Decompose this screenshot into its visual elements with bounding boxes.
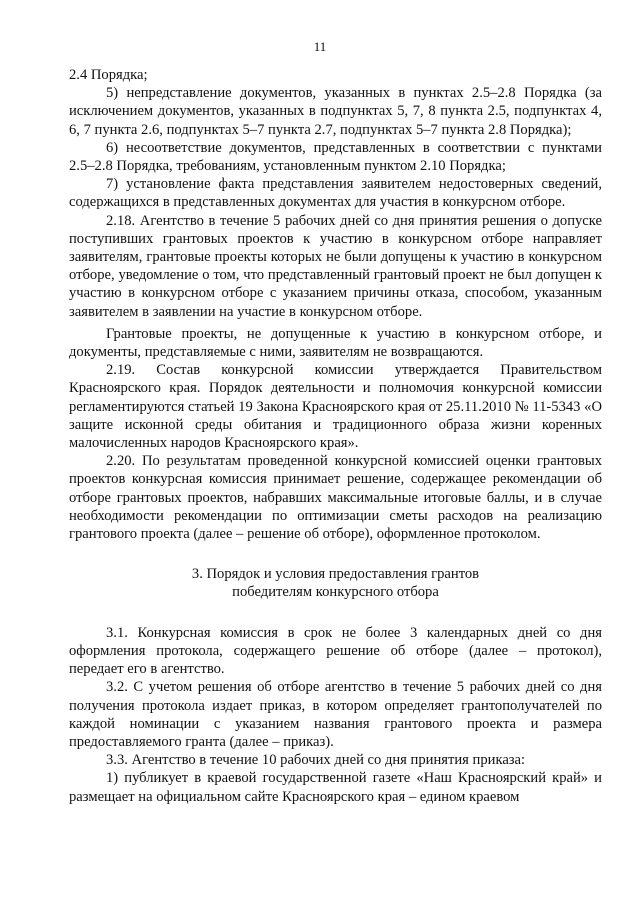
paragraph: 1) публикует в краевой государственной газете «Наш Красноярский край» и размещает на официальном сайте Красноярского края – едином краевом [69, 770, 602, 805]
paragraph: 7) установление факта представления заявителем недостоверных сведений, содержащихся в представленных документах для участия в конкурсном отборе. [69, 176, 602, 211]
paragraph: 5) непредставление документов, указанных в пунктах 2.5–2.8 Порядка (за исключением документов, указанных в подпунктах 5, 7, 8 пункта 2.5, подпунктах 4, 6, 7 пункта 2.6, подпунктах 5–7 пункта 2.7, подпунктах 5–7 пункта 2.8 Порядка); [69, 85, 602, 138]
paragraph: 2.20. По результатам проведенной конкурсной комиссией оценки грантовых проектов конкурсная комиссия принимает решение, содержащее рекомендации об отборе грантовых проектов, набравших максимальные итоговые баллы, и в случае необходимости рекомендации по оптимизации сметы расходов на реализацию грантового проекта (далее – решение об отборе), оформленное протоколом. [69, 453, 602, 543]
paragraph: 2.4 Порядка; [69, 67, 148, 83]
paragraph: 2.19. Состав конкурсной комиссии утверждается Правительством Красноярского края. Порядок деятельности и полномочия конкурсной комиссии регламентируются статьей 19 Закона Красноярского края от 25.11.2010 № 11-5343 «О защите исконной среды обитания и традиционного образа жизни коренных малочисленных народов Красноярского края». [69, 362, 602, 452]
paragraph: 3.1. Конкурсная комиссия в срок не более 3 календарных дней со дня оформления протокола, содержащего решение об отборе (далее – протокол), передает его в агентство. [69, 624, 602, 678]
paragraph: Грантовые проекты, не допущенные к участию в конкурсном отборе, и документы, представляемые с ними, заявителям не возвращаются. [69, 325, 602, 361]
page-number: 11 [313, 39, 327, 54]
document-body [69, 66, 602, 806]
paragraph: 6) несоответствие документов, представленных в соответствии с пунктами 2.5–2.8 Порядка, требованиям, установленным пунктом 2.10 Порядка; [69, 139, 602, 175]
section-heading-line-2: победителям конкурсного отбора [232, 584, 439, 601]
section-heading-line-1: 3. Порядок и условия предоставления грантов [191, 566, 480, 583]
paragraph: 3.2. С учетом решения об отборе агентство в течение 5 рабочих дней со дня получения протокола издает приказ, в котором определяет грантополучателей по каждой номинации с указанием названия грантового проекта и размера предоставляемого гранта (далее – приказ). [69, 679, 602, 750]
paragraph: 3.3. Агентство в течение 10 рабочих дней со дня принятия приказа: [106, 752, 526, 769]
paragraph: 2.18. Агентство в течение 5 рабочих дней со дня принятия решения о допуске поступивших грантовых проектов к участию в конкурсном отборе направляет заявителям, грантовые проекты которых не были допущены к участию в конкурсном отборе, уведомление о том, что представленный грантовый проект не был допущен к участию в конкурсном отборе с указанием причины отказа, способом, указанным заявителем в заявлении на участие в конкурсном отборе. [69, 212, 602, 320]
